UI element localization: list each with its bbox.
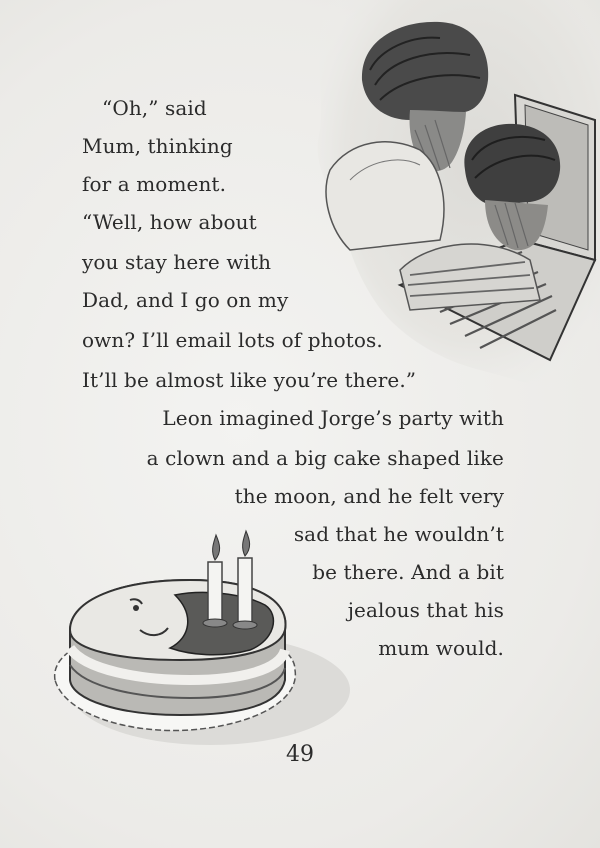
story-line: jealous that his bbox=[347, 598, 504, 622]
story-line: you stay here with bbox=[82, 250, 272, 274]
story-line: a clown and a big cake shaped like bbox=[146, 446, 504, 470]
story-line: “Oh,” said bbox=[102, 96, 207, 120]
story-line: be there. And a bit bbox=[312, 560, 504, 584]
story-line: sad that he wouldn’t bbox=[293, 522, 504, 546]
story-line: Mum, thinking bbox=[82, 134, 233, 158]
story-line: for a moment. bbox=[82, 172, 227, 196]
story-line: It’ll be almost like you’re there.” bbox=[82, 368, 417, 392]
page-number: 49 bbox=[286, 742, 314, 767]
story-line: own? I’ll email lots of photos. bbox=[82, 328, 383, 352]
story-line: mum would. bbox=[378, 636, 504, 660]
story-line: Dad, and I go on my bbox=[82, 288, 289, 312]
moon-shaped-birthday-cake-illustration bbox=[40, 520, 360, 760]
story-line: the moon, and he felt very bbox=[234, 484, 504, 508]
story-line: Leon imagined Jorge’s party with bbox=[162, 406, 504, 430]
story-line: “Well, how about bbox=[82, 210, 257, 234]
